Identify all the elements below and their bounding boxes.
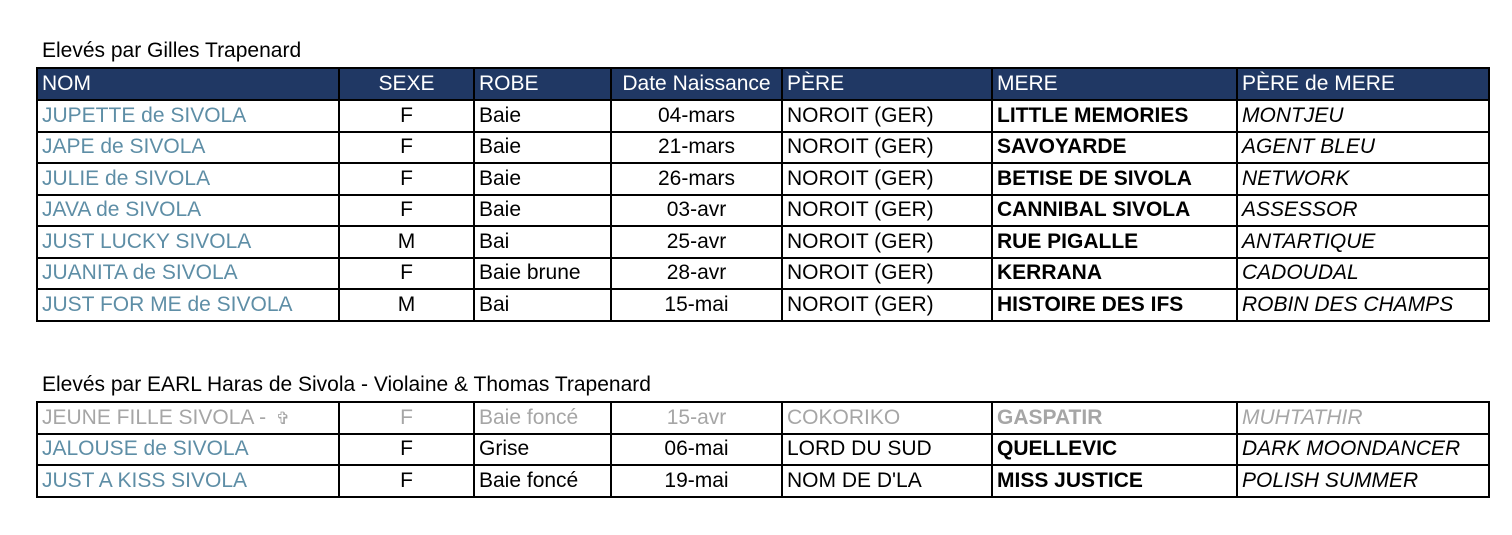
cell-date: 21-mars [611,132,782,164]
cell-date: 06-mai [611,434,782,466]
cell-mere: SAVOYARDE [992,132,1237,164]
cell-pere-de-mere: ANTARTIQUE [1237,226,1489,258]
cell-pere-de-mere: MONTJEU [1237,100,1489,132]
cell-robe: Baie brune [474,258,611,290]
cell-pere: COKORIKO [782,402,992,434]
cell-nom: JAVA de SIVOLA [37,195,339,227]
cell-pere: NOROIT (GER) [782,132,992,164]
horses-table-earl [36,401,1490,498]
cell-mere: RUE PIGALLE [992,226,1237,258]
cell-mere: LITTLE MEMORIES [992,100,1237,132]
cell-pere: NOM DE D'LA [782,465,992,497]
cell-pere-de-mere: POLISH SUMMER [1237,465,1489,497]
header-sexe: SEXE [339,68,474,100]
cell-date: 19-mai [611,465,782,497]
cell-date: 26-mars [611,163,782,195]
cell-pere: NOROIT (GER) [782,100,992,132]
cell-nom: JUST FOR ME de SIVOLA [37,289,339,321]
cell-sexe: F [339,195,474,227]
cell-nom [37,402,339,434]
cell-robe: Baie foncé [474,402,611,434]
cell-mere: QUELLEVIC [992,434,1237,466]
cell-sexe: F [339,465,474,497]
cell-sexe: F [339,258,474,290]
cell-pere: NOROIT (GER) [782,163,992,195]
cell-pere: LORD DU SUD [782,434,992,466]
cell-pere: NOROIT (GER) [782,289,992,321]
table-row [37,289,1489,321]
header-date-naissance: Date Naissance [611,68,782,100]
cell-sexe: M [339,289,474,321]
table-row [37,195,1489,227]
cell-pere-de-mere: AGENT BLEU [1237,132,1489,164]
cell-date: 15-avr [611,402,782,434]
cell-nom: JUST A KISS SIVOLA [37,465,339,497]
table-row [37,402,1489,434]
table-row [37,465,1489,497]
cell-date: 15-mai [611,289,782,321]
cell-pere-de-mere: NETWORK [1237,163,1489,195]
table-row [37,226,1489,258]
table-row [37,434,1489,466]
cell-pere: NOROIT (GER) [782,195,992,227]
cell-date: 04-mars [611,100,782,132]
cell-mere: KERRANA [992,258,1237,290]
cross-icon: ✞ [275,408,291,428]
cell-pere-de-mere: CADOUDAL [1237,258,1489,290]
cell-sexe: F [339,402,474,434]
cell-sexe: F [339,100,474,132]
cell-robe: Bai [474,226,611,258]
cell-pere: NOROIT (GER) [782,258,992,290]
cell-nom: JUANITA de SIVOLA [37,258,339,290]
cell-pere-de-mere: ASSESSOR [1237,195,1489,227]
cell-robe: Baie [474,132,611,164]
header-pere-de-mere: PÈRE de MERE [1237,68,1489,100]
cell-mere: GASPATIR [992,402,1237,434]
section-title-gilles: Elevés par Gilles Trapenard [42,39,302,62]
cell-nom: JALOUSE de SIVOLA [37,434,339,466]
header-mere: MERE [992,68,1237,100]
cell-nom: JAPE de SIVOLA [37,132,339,164]
cell-nom: JUST LUCKY SIVOLA [37,226,339,258]
cell-sexe: F [339,132,474,164]
cell-date: 03-avr [611,195,782,227]
cell-robe: Baie [474,163,611,195]
cell-mere: CANNIBAL SIVOLA [992,195,1237,227]
cell-nom-text: JEUNE FILLE SIVOLA - [42,405,272,429]
cell-mere: HISTOIRE DES IFS [992,289,1237,321]
section-title-earl: Elevés par EARL Haras de Sivola - Violaine & Thomas Trapenard [42,373,651,396]
cell-mere: MISS JUSTICE [992,465,1237,497]
cell-pere-de-mere: DARK MOONDANCER [1237,434,1489,466]
cell-sexe: F [339,434,474,466]
header-robe: ROBE [474,68,611,100]
cell-nom: JULIE de SIVOLA [37,163,339,195]
cell-robe: Baie foncé [474,465,611,497]
header-pere: PÈRE [782,68,992,100]
table-row [37,258,1489,290]
table-row [37,132,1489,164]
cell-robe: Baie [474,195,611,227]
table-header-row [37,68,1489,100]
cell-sexe: F [339,163,474,195]
header-nom: NOM [37,68,339,100]
cell-robe: Baie [474,100,611,132]
table-row [37,163,1489,195]
cell-sexe: M [339,226,474,258]
cell-pere: NOROIT (GER) [782,226,992,258]
cell-mere: BETISE DE SIVOLA [992,163,1237,195]
cell-robe: Grise [474,434,611,466]
cell-date: 25-avr [611,226,782,258]
cell-date: 28-avr [611,258,782,290]
cell-robe: Bai [474,289,611,321]
horses-table-gilles [36,67,1490,322]
table-row [37,100,1489,132]
cell-pere-de-mere: ROBIN DES CHAMPS [1237,289,1489,321]
cell-pere-de-mere: MUHTATHIR [1237,402,1489,434]
cell-nom: JUPETTE de SIVOLA [37,100,339,132]
